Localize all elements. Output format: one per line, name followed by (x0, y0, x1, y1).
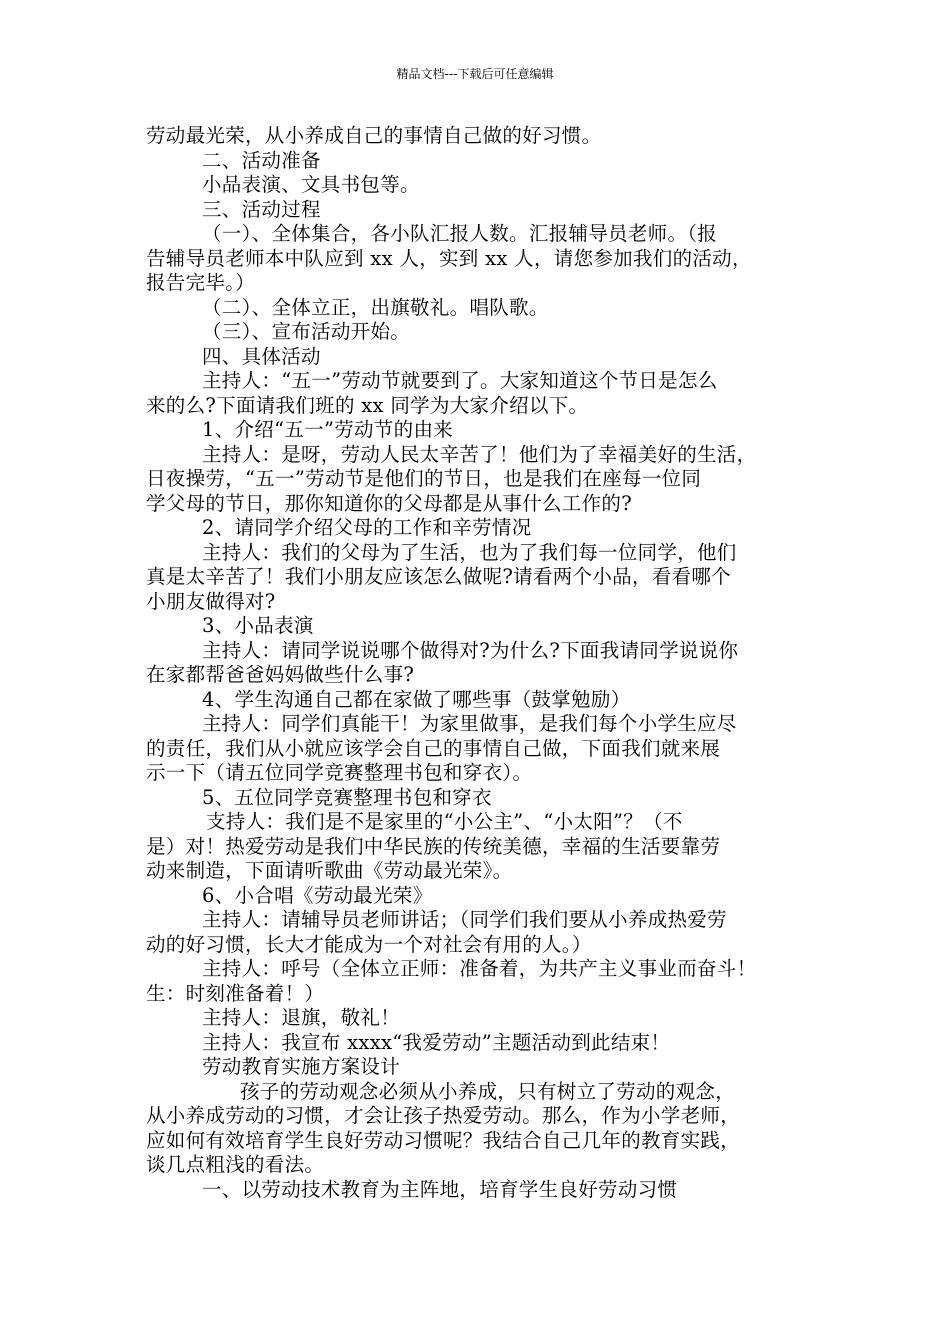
text-line: 劳动最光荣，从小养成自己的事情自己做的好习惯。 (146, 124, 602, 147)
text-line: 主持人：请同学说说哪个做得对?为什么?下面我请同学说说你 (202, 638, 739, 662)
text-line: 主持人：是呀，劳动人民太辛苦了！他们为了幸福美好的生活， (202, 442, 757, 466)
text-line: 在家都帮爸爸妈妈做些什么事? (146, 663, 415, 686)
text-line: 3、小品表演 (202, 614, 314, 637)
text-line: 孩子的劳动观念必须从小养成，只有树立了劳动的观念， (240, 1079, 736, 1103)
text-line: 动的好习惯，长大才能成为一个对社会有用的人。） (146, 932, 592, 956)
text-line: 1、介绍“五一”劳动节的由来 (202, 418, 454, 441)
text-line: 来的么?下面请我们班的 xx 同学为大家介绍以下。 (146, 393, 589, 417)
text-line: 支持人：我们是不是家里的“小公主”、“小太阳”？（不 (206, 810, 683, 833)
text-line: 5、五位同学竞赛整理书包和穿衣 (202, 785, 492, 809)
text-line: 2、请同学介绍父母的工作和辛劳情况 (202, 516, 532, 539)
text-line: 4、学生沟通自己都在家做了哪些事（鼓掌勉励） (202, 687, 631, 711)
text-line: 小品表演、文具书包等。 (202, 173, 420, 196)
text-line: 报告完毕。） (146, 271, 256, 294)
text-line: 生：时刻准备着！） (146, 981, 325, 1005)
text-line: 主持人：“五一”劳动节就要到了。大家知道这个节日是怎么 (202, 369, 718, 392)
text-line: 谈几点粗浅的看法。 (146, 1153, 325, 1176)
text-line: 学父母的节日，那你知道你的父母都是从事什么工作的? (146, 491, 632, 515)
text-line: 劳动教育实施方案设计 (202, 1055, 401, 1078)
text-line: 是）对！热爱劳动是我们中华民族的传统美德，幸福的生活要靠劳 (146, 834, 721, 858)
text-line: 主持人：请辅导员老师讲话；（同学们我们要从小养成热爱劳 (202, 908, 727, 931)
text-line: 告辅导员老师本中队应到 xx 人，实到 xx 人，请您参加我们的活动， (146, 246, 752, 270)
text-line: 从小养成劳动的习惯，才会让孩子热爱劳动。那么，作为小学老师， (146, 1104, 741, 1127)
text-line: 日夜操劳，“五一”劳动节是他们的节日，也是我们在座每一位同 (146, 467, 702, 490)
text-line: 主持人：我们的父母为了生活，也为了我们每一位同学，他们 (202, 540, 737, 564)
document-body (146, 124, 816, 1202)
text-line: 真是太辛苦了！我们小朋友应该怎么做呢?请看两个小品，看看哪个 (146, 565, 731, 588)
text-line: 主持人：退旗，敬礼！ (202, 1006, 401, 1029)
text-line: 动来制造，下面请听歌曲《劳动最光荣》。 (146, 859, 513, 882)
text-line: 应如何有效培育学生良好劳动习惯呢？我结合自己几年的教育实践， (146, 1128, 741, 1152)
text-line: 一、以劳动技术教育为主阵地，培育学生良好劳动习惯 (202, 1177, 678, 1201)
text-line: 6、小合唱《劳动最光荣》 (202, 883, 433, 907)
text-line: 主持人：呼号（全体立正师：准备着，为共产主义事业而奋斗！ (202, 957, 757, 980)
text-line: （三）、宣布活动开始。 (202, 320, 411, 343)
text-line: （二）、全体立正，出旗敬礼。唱队歌。 (202, 295, 549, 319)
page-header: 精品文档---下载后可任意编辑 (396, 67, 554, 81)
text-line: 的责任，我们从小就应该学会自己的事情自己做，下面我们就来展 (146, 736, 721, 760)
text-line: 二、活动准备 (202, 148, 321, 172)
text-line: 示一下（请五位同学竞赛整理书包和穿衣）。 (146, 761, 533, 784)
text-line: （一）、全体集合，各小队汇报人数。汇报辅导员老师。（报 (202, 222, 718, 245)
text-line: 四、具体活动 (202, 344, 321, 368)
text-line: 小朋友做得对? (146, 589, 276, 613)
text-line: 主持人：同学们真能干！为家里做事，是我们每个小学生应尽 (202, 712, 737, 735)
text-line: 主持人：我宣布 xxxx“我爱劳动”主题活动到此结束！ (202, 1030, 671, 1054)
text-line: 三、活动过程 (202, 197, 321, 221)
